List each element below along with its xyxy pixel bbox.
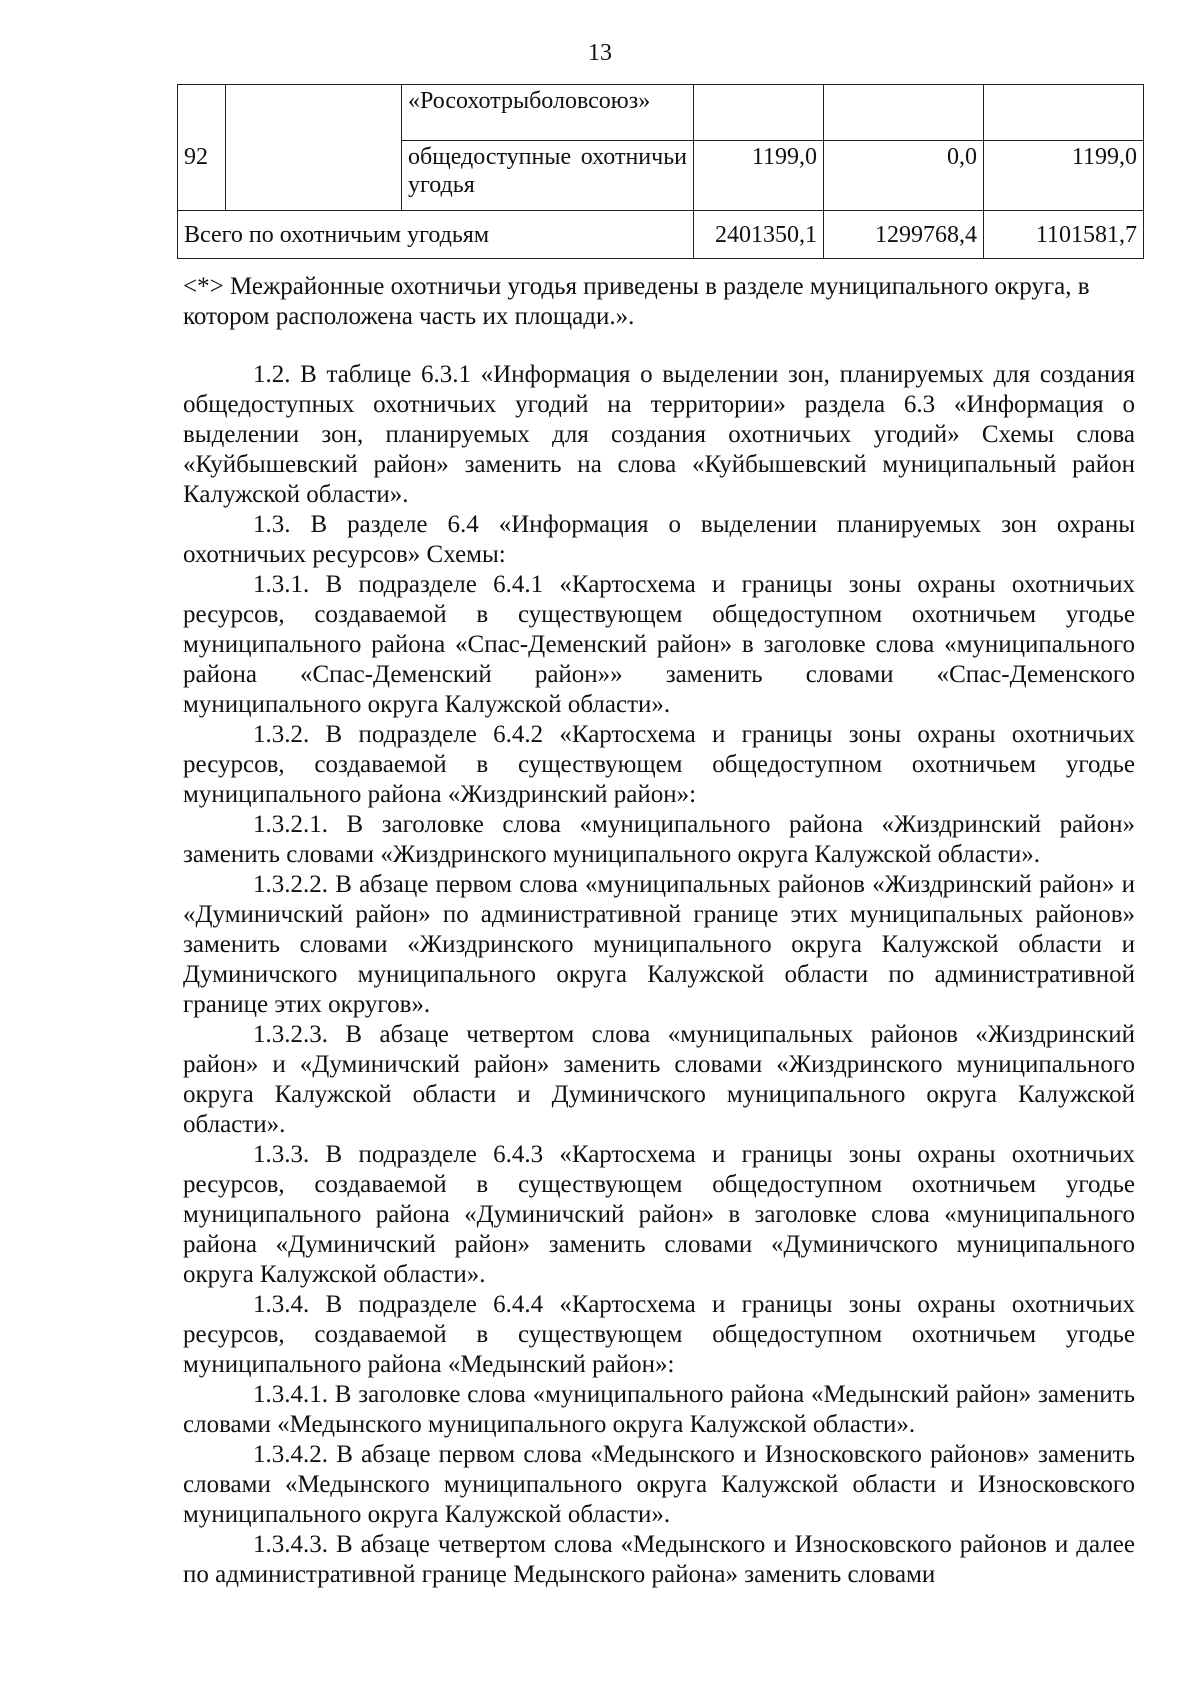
table-cell-area-public: 1199,0 xyxy=(984,141,1144,211)
table-cell-number xyxy=(178,85,226,141)
table-total-label: Всего по охотничьим угодьям xyxy=(178,211,694,259)
page-number: 13 xyxy=(588,40,612,66)
table-total-area-public: 1101581,7 xyxy=(984,211,1144,259)
paragraph-1-3-4: 1.3.4. В подразделе 6.4.4 «Картосхема и границы зоны охраны охотничьих ресурсов, создаваемой в существующем общедоступном охотничьем угодье муниципального района «Медынский район»: xyxy=(183,1291,1135,1378)
paragraph-1-3-2-1: 1.3.2.1. В заголовке слова «муниципального района «Жиздринский район» заменить словами «Жиздринского муниципального округа Калужской области». xyxy=(183,811,1135,868)
paragraph-1-3-4-2: 1.3.4.2. В абзаце первом слова «Медынского и Износковского районов» заменить словами «Медынского муниципального округа Калужской области и Износковского муниципального округа Калужской области». xyxy=(183,1441,1135,1528)
table-total-area-total: 2401350,1 xyxy=(694,211,824,259)
hunting-grounds-table xyxy=(177,84,1144,259)
table-total-area-assigned: 1299768,4 xyxy=(824,211,984,259)
table-cell-area-assigned: 0,0 xyxy=(824,141,984,211)
paragraph-1-3: 1.3. В разделе 6.4 «Информация о выделении планируемых зон охраны охотничьих ресурсов» Схемы: xyxy=(183,511,1135,568)
paragraph-1-3-4-3: 1.3.4.3. В абзаце четвертом слова «Медынского и Износковского районов и далее по административной границе Медынского района» заменить словами xyxy=(183,1531,1135,1588)
table-total-row xyxy=(178,211,1144,259)
table-cell-area-public xyxy=(984,85,1144,141)
document-body xyxy=(183,360,1135,1590)
table-cell-area-total xyxy=(694,85,824,141)
table-footnote: <*> Межрайонные охотничьи угодья приведены в разделе муниципального округа, в котором расположена часть их площади.». xyxy=(183,273,1090,330)
table-cell-number: 92 xyxy=(178,141,226,211)
table-cell-name: «Росохотрыболовсоюз» xyxy=(402,85,694,141)
table-cell-area-total: 1199,0 xyxy=(694,141,824,211)
paragraph-1-3-2-2: 1.3.2.2. В абзаце первом слова «муниципальных районов «Жиздринский район» и «Думиничский район» по административной границе этих муниципальных районов» заменить словами «Жиздринского муниципального округа Калужской области и Думиничского муниципального округа Калужской области по административной границе этих округов». xyxy=(183,871,1135,1018)
table-row xyxy=(178,85,1144,141)
table-cell-user xyxy=(226,85,402,211)
paragraph-1-3-4-1: 1.3.4.1. В заголовке слова «муниципального района «Медынский район» заменить словами «Медынского муниципального округа Калужской области». xyxy=(183,1381,1135,1438)
table-cell-name: общедоступные охотничьи угодья xyxy=(402,141,694,211)
paragraph-1-3-2-3: 1.3.2.3. В абзаце четвертом слова «муниципальных районов «Жиздринский район» и «Думиничский район» заменить словами «Жиздринского муниципального округа Калужской области и Думиничского муниципального округа Калужской области». xyxy=(183,1021,1135,1138)
table-cell-area-assigned xyxy=(824,85,984,141)
paragraph-1-3-1: 1.3.1. В подразделе 6.4.1 «Картосхема и границы зоны охраны охотничьих ресурсов, создаваемой в существующем общедоступном охотничьем угодье муниципального района «Спас-Деменский район» в заголовке слова «муниципального района «Спас-Деменский район»» заменить словами «Спас-Деменского муниципального округа Калужской области». xyxy=(183,571,1135,718)
paragraph-1-3-2: 1.3.2. В подразделе 6.4.2 «Картосхема и границы зоны охраны охотничьих ресурсов, создаваемой в существующем общедоступном охотничьем угодье муниципального района «Жиздринский район»: xyxy=(183,721,1135,808)
paragraph-1-2: 1.2. В таблице 6.3.1 «Информация о выделении зон, планируемых для создания общедоступных охотничьих угодий на территории» раздела 6.3 «Информация о выделении зон, планируемых для создания охотничьих угодий» Схемы слова «Куйбышевский район» заменить на слова «Куйбышевский муниципальный район Калужской области». xyxy=(183,361,1135,508)
paragraph-1-3-3: 1.3.3. В подразделе 6.4.3 «Картосхема и границы зоны охраны охотничьих ресурсов, создаваемой в существующем общедоступном охотничьем угодье муниципального района «Думиничский район» в заголовке слова «муниципального района «Думиничский район» заменить словами «Думиничского муниципального округа Калужской области». xyxy=(183,1141,1135,1288)
